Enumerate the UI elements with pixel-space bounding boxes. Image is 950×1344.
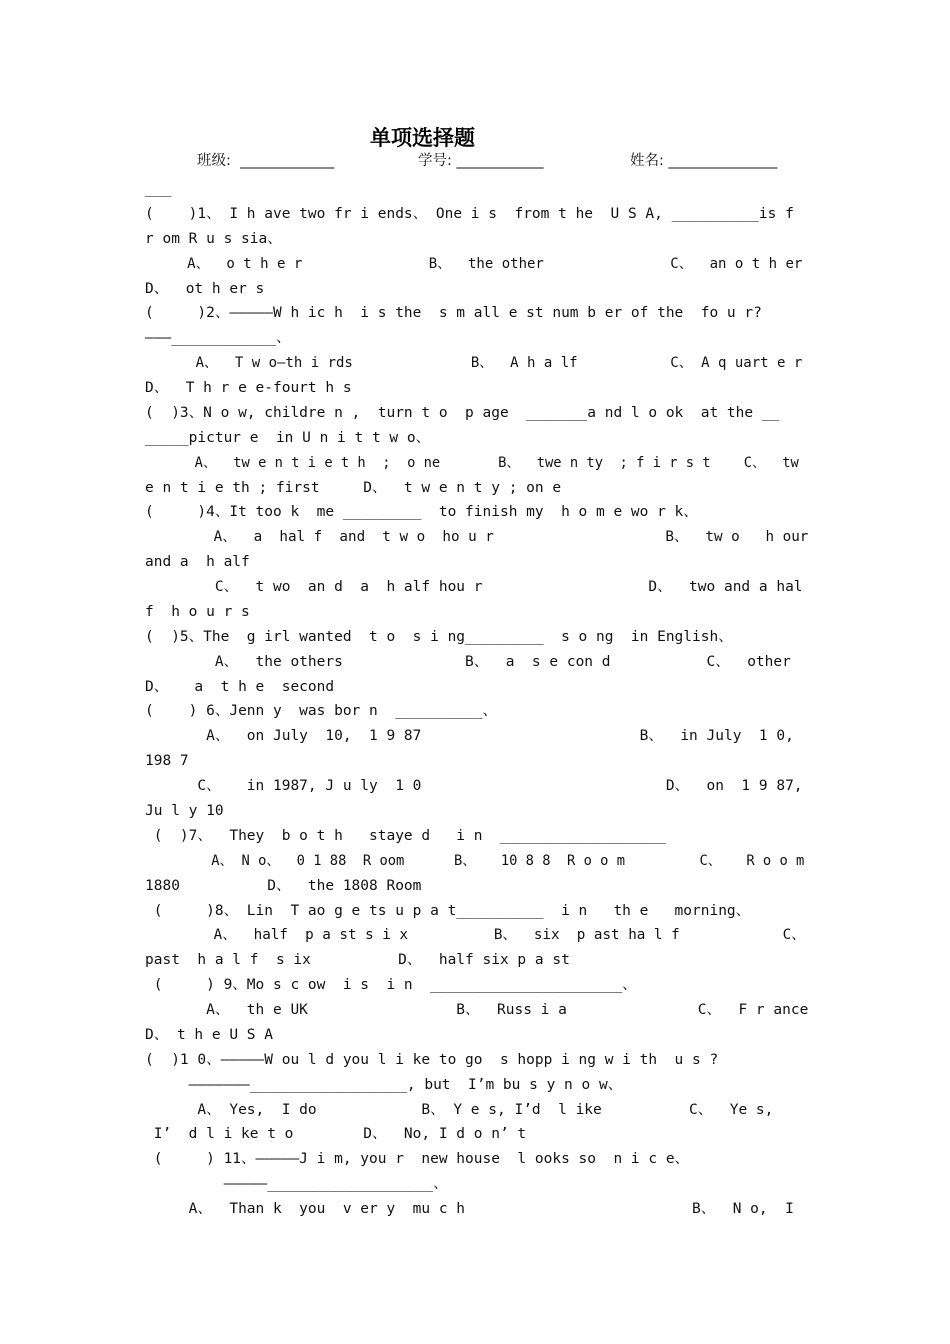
question-line: ( ) 6、Jenn y was bor n __________、 [145, 703, 498, 720]
class-field-label: 班级: _____________ [197, 153, 335, 169]
question-line: A、 Yes, I do B、 Y e s, I’d l ike C、 Ye s, [145, 1101, 774, 1118]
question-line: ( )1、 I h ave two fr i ends、 One i s from t he U S A, __________is f [145, 205, 794, 222]
question-line: past h a l f s ix D、 half six p a st [145, 952, 570, 969]
question-line: r om R u s sia、 [145, 230, 282, 247]
question-line: ( )1 0、—————W ou l d you l i ke to go s hopp i ng w i th u s ? [145, 1051, 719, 1068]
question-line: C、 t wo an d a h alf hou r D、 two and a hal [145, 579, 803, 596]
question-line: D、 ot h er s [145, 280, 265, 297]
question-line: e n t i e th ; first D、 t w e n t y ; on e [145, 479, 562, 496]
question-line: ___ [145, 181, 172, 197]
question-line: A、 a hal f and t w o ho u r B、 tw o h our [145, 529, 809, 546]
question-line: C、 in 1987, J u ly 1 0 D、 on 1 9 87, [145, 778, 803, 795]
question-line: ( )3、N o w, childre n , turn t o p age _______a nd l o ok at the __ [145, 404, 780, 421]
question-line: A、 half p a st s i x B、 six p ast ha l f C、 [145, 927, 806, 944]
question-line: A、 N o、 0 1 88 R oom B、 10 8 8 R o o m C、 R o o m [145, 852, 805, 869]
question-line: ( ) 11、—————J i m, you r new house l ooks so n i c e、 [145, 1151, 690, 1168]
question-line: D、 T h r e e-fourt h s [145, 380, 352, 397]
question-line: A、 o t h e r B、 the other C、 an o t h er [145, 255, 803, 272]
question-line: A、 th e UK B、 Russ i a C、 F r ance [145, 1002, 809, 1019]
question-line: f h o u r s [145, 603, 250, 620]
question-line: A、 the others B、 a s e con d C、 other [145, 653, 791, 670]
page-title: 单项选择题 [370, 126, 475, 150]
question-line: _____pictur e in U n i t t w o、 [145, 429, 431, 446]
question-line: 198 7 [145, 753, 189, 770]
question-line: Ju l y 10 [145, 803, 224, 819]
question-line: A、 on July 10, 1 9 87 B、 in July 1 0, [145, 728, 794, 745]
question-line: —————___________________、 [145, 1176, 448, 1193]
student-number-field-label: 学号: ____________ [418, 153, 544, 169]
question-line: A、 Than k you v er y mu c h B、 N o, I [145, 1201, 794, 1218]
question-line: ( ) 9、Mo s c ow i s i n ______________________、 [145, 977, 637, 994]
question-line: D、 t h e U S A [145, 1026, 273, 1043]
question-line: ———____________、 [145, 330, 291, 347]
question-line: ( )8、 Lin T ao g e ts u p a t__________ i n th e morning、 [145, 902, 751, 919]
question-line: ( )7、 They b o t h staye d i n ___________________ [145, 827, 666, 844]
question-line: ———————__________________, but I’m bu s y n o w、 [145, 1076, 623, 1093]
question-line: A、 T w o—th i rds B、 A h a lf C、 A q uart e r [145, 355, 803, 372]
question-line: D、 a t h e second [145, 678, 335, 695]
question-line: 1880 D、 the 1808 Room [145, 877, 422, 894]
question-line: and a h alf [145, 554, 250, 571]
question-line: I’ d l i ke t o D、 No, I d o n’ t [145, 1126, 527, 1143]
question-line: A、 tw e n t i e t h ; o ne B、 twe n ty ; f i r s t C、 tw [145, 454, 799, 471]
name-field-label: 姓名: _______________ [630, 153, 778, 169]
question-line: ( )2、—————W h ic h i s the s m all e st num b er of the fo u r? [145, 305, 762, 322]
question-line: ( )5、The g irl wanted t o s i ng_________ s o ng in English、 [145, 628, 733, 645]
question-line: ( )4、It too k me _________ to finish my h o m e wo r k、 [145, 504, 698, 521]
